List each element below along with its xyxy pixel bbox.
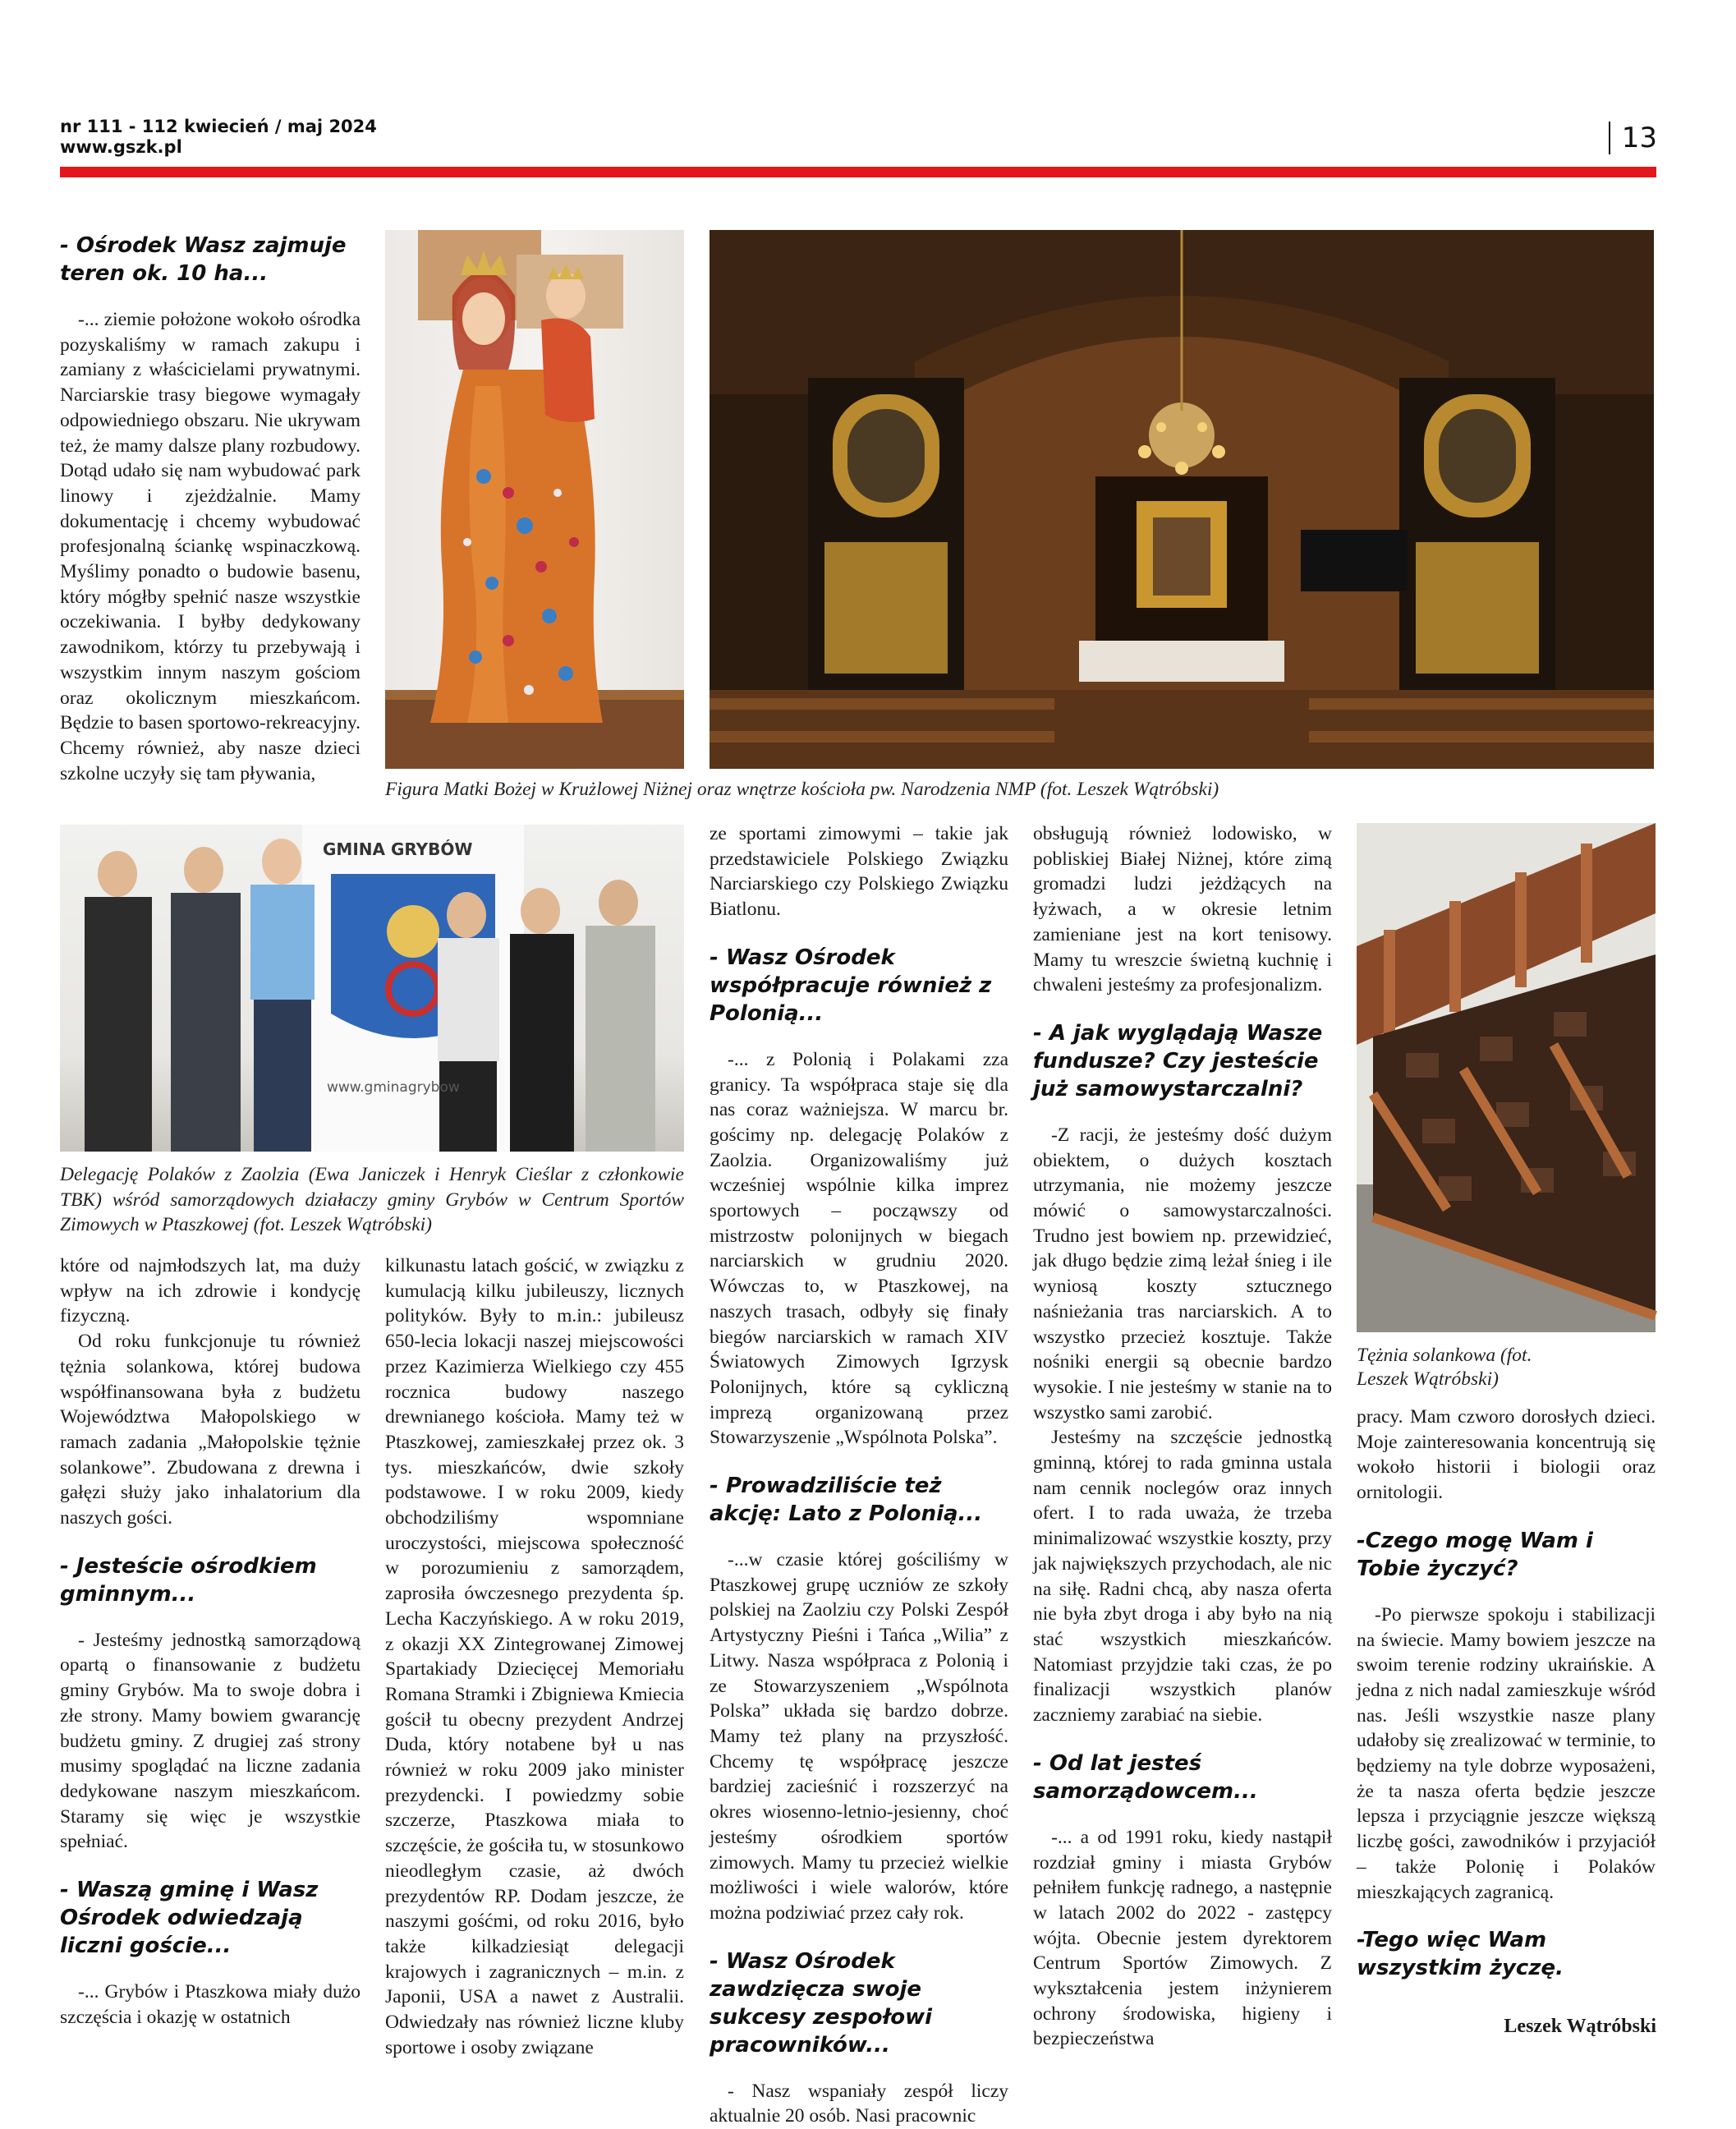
paragraph: -... Grybów i Ptaszkowa miały dużo szczęścia i okazję w ostatnich xyxy=(60,1981,361,2028)
paragraph: - Jesteśmy jednostką samorządową opartą o finansowanie z budżetu gminy Grybów. Ma to swoje dobra i złe strony. Mamy bowiem gwarancję budżetu gminy. Z drugiej zaś strony musimy spoglądać na liczne zadania dedykowane naszym mieszkańcom. Staramy się więc je wszystkie spełniać. xyxy=(60,1629,361,1853)
column-3 xyxy=(710,821,1008,2129)
question-heading: -Czego mogę Wam i Tobie życzyć? xyxy=(1357,1528,1593,1581)
issue-label: nr 111 - 112 kwiecień / maj 2024 xyxy=(60,117,377,136)
paragraph: -Po pierwsze spokoju i stabilizacji na świecie. Mamy bowiem jeszcze na swoim terenie rodziny ukraińskie. A jedna z nich nadal zamieszkuje wśród nas. Jeśli wszystkie nasze plany udałoby się zrealizować w terminie, to będziemy na tyle dobrze wyposażeni, że ta nasza oferta będzie jeszcze lepsza i przyciągnie jeszcze większą liczbę gości, zawodników i przyjaciół – także Polonię i Polaków mieszkających zagranicą. xyxy=(1357,1603,1656,1903)
website-link[interactable]: www.gszk.pl xyxy=(60,137,182,157)
paragraph: które od najmłodszych lat, ma duży wpływ na ich zdrowie i kondycję fizyczną. xyxy=(60,1255,361,1327)
photo-caption-top: Figura Matki Bożej w Krużlowej Niżnej oraz wnętrze kościoła pw. Narodzenia NMP (fot. Leszek Wątróbski) xyxy=(385,779,1219,800)
paragraph: obsługują również lodowisko, w pobliskiej Białej Niżnej, które zimą gromadzi ludzi jeżdżących na łyżwach, a w okresie letnim zamieniane jest na kort tenisowy. Mamy tu wreszcie świetną kuchnię i chwaleni jesteśmy za profesjonalizm. xyxy=(1033,823,1332,996)
question-heading: - Waszą gminę i Wasz Ośrodek odwiedzają liczni goście... xyxy=(60,1878,319,1959)
paragraph: -... z Polonią i Polakami zza granicy. Ta współpraca staje się dla nas coraz ważniejsza. W marcu br. gościmy np. delegację Polaków z Zaolzia. Organizowaliśmy już wcześniej wspólnie kilka imprez sportowych – począwszy od mistrzostw polonijnych w biegach narciarskich w grudniu 2020. Wówczas to, w Ptaszkowej, na naszych trasach, odbyły się finały biegów narciarskich w ramach XIV Światowych Zimowych Igrzysk Polonijnych, które są cykliczną imprezą organizowaną przez Stowarzyszenie „Wspólnota Polska”. xyxy=(710,1048,1008,1449)
graduation-tower-photo xyxy=(1357,823,1656,1332)
banner-url: www.gminagrybow xyxy=(327,1079,460,1096)
group-people-icon xyxy=(60,825,684,1152)
question-heading: - Jesteście ośrodkiem gminnym... xyxy=(60,1553,317,1607)
paragraph: -... ziemie położone wokoło ośrodka pozyskaliśmy w ramach zakupu i zamiany z właścicielami prywatnymi. Narciarskie trasy biegowe wymagały odpowiedniego obszaru. Nie ukrywam też, że mamy dalsze plany rozbudowy. Dotąd udało się nam wybudować park linowy i zjeżdżalnie. Mamy dokumentację i chcemy wybudować profesjonalną ściankę wspinaczkową. Myślimy ponadto o budowie basenu, który mógłby spełnić nasze wszystkie oczekiwania. I byłby dedykowany zawodnikom, którzy tu przebywają i wszystkim innym naszym gościom oraz okolicznym mieszkańcom. Będzie to basen sportowo-rekreacyjny. Chcemy również, aby nasze dzieci szkolne uczyły się tam pływania, xyxy=(60,309,361,784)
photo-caption-tower: Tężnia solankowa (fot. Leszek Wątróbski) xyxy=(1357,1345,1532,1390)
column-2 xyxy=(385,1253,684,2061)
question-heading: - Ośrodek Wasz zajmuje teren ok. 10 ha... xyxy=(60,233,347,286)
group-photo xyxy=(60,825,684,1152)
paragraph: -... a od 1991 roku, kiedy nastąpił rozdział gminy i miasta Grybów pełniłem funkcję radnego, a następnie w latach 2002 do 2022 - zastępcy wójta. Obecnie jestem dyrektorem Centrum Sportów Zimowych. Z wykształcenia jestem inżynierem ochrony środowiska, higieny i bezpieczeństwa xyxy=(1033,1826,1332,2050)
question-heading: - Od lat jesteś samorządowcem... xyxy=(1033,1750,1258,1804)
banner-title: GMINA GRYBÓW xyxy=(323,839,473,859)
paragraph: Jesteśmy na szczęście jednostką gminną, której to rada gminna ustala nam cennik noclegów oraz innych ofert. I to rada uważa, że trzeba minimalizować wszystkie koszty, przy jak największych przychodach, ale nic na siłę. Radni chcą, aby nasza oferta nie była zbyt droga i aby było na nią stać wszystkich mieszkańców. Natomiast przyjdzie taki czas, że po finalizacji wszystkich planów zaczniemy zarabiać na siebie. xyxy=(1033,1427,1332,1727)
author-signature: Leszek Wątróbski xyxy=(1504,2016,1656,2037)
graduation-tower-icon xyxy=(1357,823,1656,1332)
paragraph: ze sportami zimowymi – takie jak przedstawiciele Polskiego Związku Narciarskiego czy Polskiego Związku Biatlonu. xyxy=(710,823,1008,921)
question-heading: -Tego więc Wam wszystkim życzę. xyxy=(1357,1928,1564,1981)
photo-caption-group: Delegację Polaków z Zaolzia (Ewa Janiczek i Henryk Cieślar z członkowie TBK) wśród samorządowych działaczy gminy Grybów w Centrum Sportów Zimowych w Ptaszkowej (fot. Leszek Wątróbski) xyxy=(60,1164,684,1235)
column-5 xyxy=(1357,1405,1656,2002)
column-1-bottom xyxy=(60,1253,361,2030)
header-rule xyxy=(60,167,1656,177)
madonna-statue-icon xyxy=(385,230,684,769)
paragraph: Od roku funkcjonuje tu również tężnia solankowa, której budowa współfinansowana była z budżetu Województwa Małopolskiego w ramach zadania „Małopolskie tężnie solankowe”. Zbudowana z drewna i gałęzi służy jako inhalatorium dla naszych gości. xyxy=(60,1331,361,1529)
paragraph: kilkunastu latach gościć, w związku z kumulacją kilku jubileuszy, licznych polityków. Były to m.in.: jubileusz 650-lecia lokacji naszej miejscowości przez Kazimierza Wielkiego czy 455 rocznica budowy naszego drewnianego kościoła. Mamy też w Ptaszkowej, zamieszkałej przez ok. 3 tys. mieszkańców, dwie szkoły podstawowe. I w roku 2009, kiedy obchodziliśmy wspomniane uroczystości, miejscowa społeczność w porozumieniu z samorządem, zaprosiła ówczesnego prezydenta śp. Lecha Kaczyńskiego. A w roku 2019, z okazji XX Zintegrowanej Zimowej Spartakiady Dziecięcej Memoriału Romana Stramki i Zbigniewa Kmiecia gościł tu obecny prezydent Andrzej Duda, który notabene był u nas również w roku 2009 jako minister prezydencki. I powiedzmy sobie szczerze, Ptaszkowa miała to szczęście, że gościła tu, w stosunkowo nieodległym czasie, aż dwóch prezydentów RP. Dodam jeszcze, że naszymi gośćmi, od roku 2016, było także kilkadziesiąt delegacji krajowych i zagranicznych – m.in. z Japonii, USA a nawet z Australii. Odwiedzały nas również liczne kluby sportowe i osoby związane xyxy=(385,1255,684,2058)
statue-photo xyxy=(385,230,684,769)
question-heading: - Prowadziliście też akcję: Lato z Polonią... xyxy=(710,1474,983,1527)
paragraph: -...w czasie której gościliśmy w Ptaszkowej grupę uczniów ze szkoły polskiej na Zaolziu czy Polski Zespół Artystyczny Pieśni i Tańca „Wilia” z Litwy. Nasza współpraca z Polonią i ze Stowarzyszeniem „Wspólnota Polska” układa się bardzo dobrze. Mamy też plany na przyszłość. Chcemy tę współpracę jeszcze bardziej zacieśnić i rozszerzyć na okres wiosenno-letnio-jesienny, choć jesteśmy ośrodkiem sportów zimowych. Mamy tu przecież wielkie możliwości i wiele walorów, które można podziwiać przez cały rok. xyxy=(710,1549,1008,1924)
paragraph: -Z racji, że jesteśmy dość dużym obiektem, o dużych kosztach utrzymania, nie możemy jeszcze mówić o samowystarczalności. Trudno jest bowiem np. przewidzieć, jak długo będzie zimą leżał śnieg i ile wyniosą koszty sztucznego naśnieżania tras narciarskich. A to wszystko przecież kosztuje. Także nośniki energii są obecnie bardzo wysokie. I nie jesteśmy w stanie na to wszystko sami zarobić. xyxy=(1033,1124,1332,1423)
column-1-top xyxy=(60,232,361,786)
question-heading: - Wasz Ośrodek zawdzięcza swoje sukcesy zespołowi pracowników... xyxy=(710,1948,933,2058)
paragraph: pracy. Mam czworo dorosłych dzieci. Moje zainteresowania koncentrują się wokoło historii i biologii oraz ornitologii. xyxy=(1357,1406,1656,1504)
paragraph: - Nasz wspaniały zespół liczy aktualnie 20 osób. Nasi pracownic xyxy=(710,2080,1008,2127)
column-4 xyxy=(1033,821,1332,2052)
issue-header xyxy=(60,117,377,158)
question-heading: - A jak wyglądają Wasze fundusze? Czy jesteście już samowystarczalni? xyxy=(1033,1020,1323,1101)
church-altar-icon xyxy=(710,230,1654,769)
church-interior-photo xyxy=(710,230,1654,769)
question-heading: - Wasz Ośrodek współpracuje również z Polonią... xyxy=(710,945,992,1026)
page-number: 13 xyxy=(1609,122,1657,154)
